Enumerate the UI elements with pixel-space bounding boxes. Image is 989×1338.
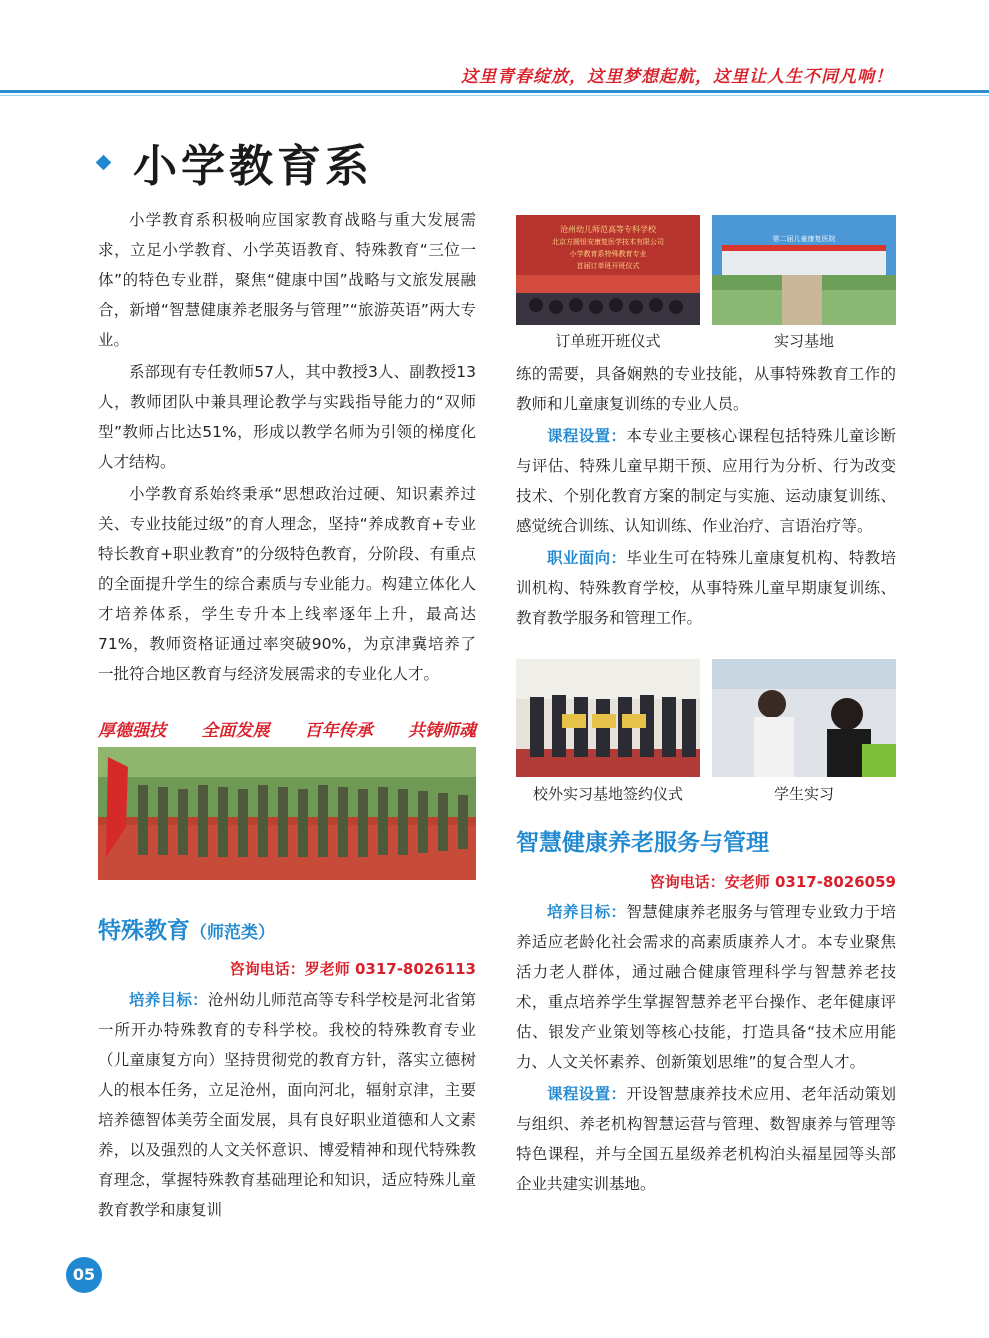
building-sign: 第二届儿童康复医院 (772, 235, 836, 243)
intro-paragraph-2: 系部现有专任教师57人，其中教授3人、副教授13人，教师团队中兼具理论教学与实践指导能力的“双师型”教师占比达51%，形成以教学名师为引领的梯度化人才结构。 (98, 363, 476, 471)
banner-line-1: 沧州幼儿师范高等专科学校 (560, 225, 656, 234)
ceremony-caption: 订单班开班仪式 (555, 332, 661, 350)
page-number: 05 (66, 1257, 102, 1293)
special-right-column (516, 359, 896, 633)
page-title: 小学教育系 (133, 141, 373, 192)
elderly-care-title: 智慧健康养老服务与管理 (516, 830, 769, 856)
elderly-course-paragraph (516, 1079, 896, 1199)
intro-paragraph-3: 小学教育系始终秉承“思想政治过硬、知识素养过关、专业技能过级”的育人理念，坚持“养成教育+专业特长教育+职业教育”的分级特色教育，分阶段、有重点的全面提升学生的综合素质与专业能力。构建立体化人才培养体系，学生专升本上线率逐年上升，最高达71%，教师资格证通过率突破90%，为京津冀培养了一批符合地区教育与经济发展需求的专业化人才。 (98, 485, 476, 683)
course-label: 课程设置： (547, 1085, 627, 1103)
goal-text: 沧州幼儿师范高等专科学校是河北省第一所开办特殊教育的专科学校。我校的特殊教育专业（儿童康复方向）坚持贯彻党的教育方针，落实立德树人的根本任务，立足沧州，面向河北，辐射京津，主要培养德智体美劳全面发展，具有良好职业道德和人文素养，以及强烈的人文关怀意识、博爱精神和现代特殊教育理念，掌握特殊教育基础理论和知识，适应特殊儿童教育教学和康复训 (98, 991, 476, 1219)
special-goal-left (98, 985, 476, 1225)
special-contact: 咨询电话：罗老师 0317-8026113 (229, 960, 476, 978)
page-slogan: 这里青春绽放，这里梦想起航，这里让人生不同凡响！ (461, 67, 893, 87)
student-practice-photo (712, 659, 896, 777)
special-goal-continued: 练的需要，具备娴熟的专业技能，从事特殊教育工作的教师和儿童康复训练的专业人员。 (516, 365, 896, 413)
goal-label: 培养目标： (547, 903, 627, 921)
top-rule-thin (0, 95, 989, 96)
section-subtitle: （师范类） (190, 923, 275, 943)
banner-line-4: 首届订单班开班仪式 (576, 262, 640, 270)
course-label: 课程设置： (547, 427, 627, 445)
motto-item: 百年传承 (304, 721, 373, 741)
intro-column (98, 205, 476, 689)
ceremony-photo (516, 215, 700, 325)
banner-line-2: 北京方圆恒安康复医学技术有限公司 (552, 238, 664, 246)
course-text: 开设智慧康养技术应用、老年活动策划与组织、养老机构智慧运营与管理、数智康养与管理等特色课程，并与全国五星级养老机构泊头福星园等头部企业共建实训基地。 (516, 1085, 896, 1193)
goal-text: 智慧健康养老服务与管理专业致力于培养适应老龄化社会需求的高素质康养人才。本专业聚焦活力老人群体，通过融合健康管理科学与智慧养老技术，重点培养学生掌握智慧养老平台操作、老年健康评估、银发产业策划等核心技能，打造具备“技术应用能力、人文关怀素养、创新策划思维”的复合型人才。 (516, 903, 896, 1071)
special-goal-paragraph (98, 985, 476, 1225)
section-title-text: 特殊教育 (98, 918, 190, 944)
training-photo (98, 747, 476, 880)
special-education-title (98, 912, 275, 945)
course-text: 本专业主要核心课程包括特殊儿童诊断与评估、特殊儿童早期干预、应用行为分析、行为改变技术、个别化教育方案的制定与实施、运动康复训练、感觉统合训练、认知训练、作业治疗、言语治疗等。 (516, 427, 896, 535)
elderly-contact: 咨询电话：安老师 0317-8026059 (649, 873, 896, 891)
elderly-column (516, 897, 896, 1199)
title-block (98, 130, 373, 194)
top-rule (0, 90, 989, 93)
elderly-goal-paragraph (516, 897, 896, 1077)
signing-photo (516, 659, 700, 777)
motto-item: 共铸师魂 (407, 721, 476, 741)
goal-label: 培养目标： (129, 991, 208, 1009)
signing-caption: 校外实习基地签约仪式 (532, 785, 683, 803)
career-text: 毕业生可在特殊儿童康复机构、特教培训机构、特殊教育学校，从事特殊儿童早期康复训练、教育教学服务和管理工作。 (516, 549, 896, 627)
special-career-paragraph (516, 543, 896, 633)
motto (98, 716, 476, 741)
intro-paragraph-1: 小学教育系积极响应国家教育战略与重大发展需求，立足小学教育、小学英语教育、特殊教育“三位一体”的特色专业群，聚焦“健康中国”战略与文旅发展融合，新增“智慧健康养老服务与管理”“旅游英语”两大专业。 (98, 211, 476, 349)
special-course-paragraph (516, 421, 896, 541)
career-label: 职业面向： (547, 549, 627, 567)
banner-line-3: 小学教育系特殊教育专业 (569, 250, 647, 258)
practice-base-caption: 实习基地 (773, 332, 834, 350)
practice-base-photo (712, 215, 896, 325)
motto-item: 厚德强技 (98, 721, 166, 741)
motto-item: 全面发展 (201, 721, 270, 741)
student-practice-caption: 学生实习 (773, 785, 834, 803)
diamond-icon (96, 154, 112, 170)
